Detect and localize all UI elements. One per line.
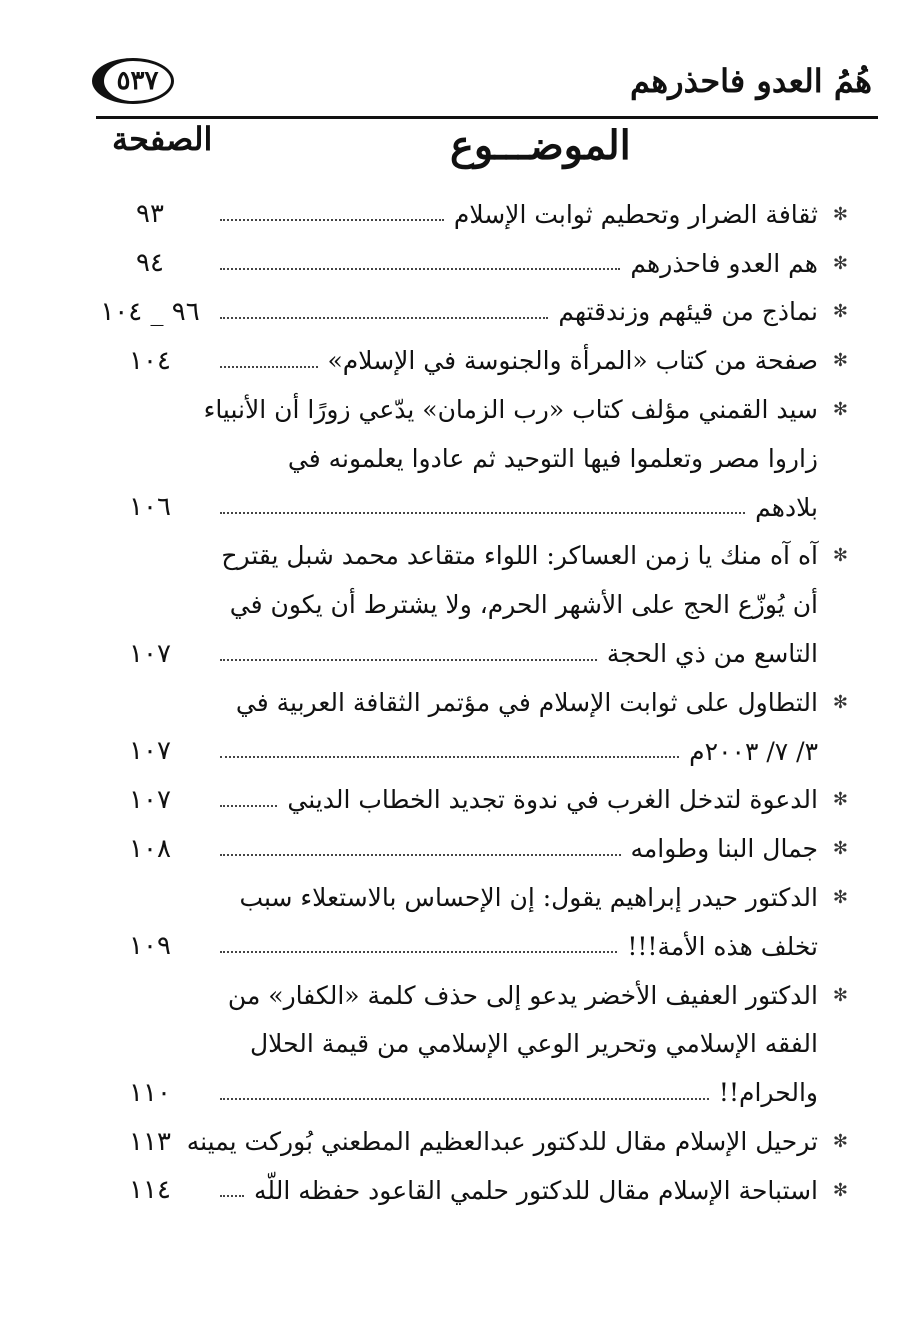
toc-entry-line [100, 971, 848, 1020]
toc-entry-line [100, 727, 832, 776]
toc-entry-line [100, 678, 848, 727]
bullet-star-icon: ✻ [832, 838, 848, 860]
page-number-badge [92, 58, 174, 104]
toc-page-number: ١٠٩ [129, 931, 171, 962]
toc-entry [100, 678, 848, 776]
toc-entry [100, 336, 848, 385]
bullet-star-icon: ✻ [832, 691, 848, 713]
page-number: ٥٣٧ [116, 66, 159, 96]
toc-entry-line [100, 824, 848, 873]
toc-entry-line [100, 336, 848, 385]
toc-entry-line [100, 1117, 848, 1166]
toc-entry-text: ثقافة الضرار وتحطيم ثوابت الإسلام [453, 199, 818, 229]
toc-entry [100, 532, 848, 678]
toc-entry-line [100, 190, 848, 239]
toc-page-number: ١١٠ [129, 1077, 171, 1108]
toc-entry-text: أن يُوزّع الحج على الأشهر الحرم، ولا يشترط أن يكون في [229, 590, 818, 620]
dot-leader [220, 659, 597, 661]
running-title: هُمُ العدو فاحذرهم [629, 62, 872, 100]
toc-entry [100, 824, 848, 873]
bullet-star-icon: ✻ [832, 399, 848, 421]
toc-entry-line [100, 385, 848, 434]
toc-entry-text: تخلف هذه الأمة!!! [627, 931, 818, 961]
bullet-star-icon: ✻ [832, 203, 848, 225]
toc-entry-line [100, 483, 832, 532]
toc-entry-text: الدكتور حيدر إبراهيم يقول: إن الإحساس بالاستعلاء سبب [239, 883, 818, 913]
toc-entry [100, 190, 848, 239]
toc-entry-text: ترحيل الإسلام مقال للدكتور عبدالعظيم المطعني بُوركت يمينه [186, 1127, 818, 1157]
dot-leader [220, 756, 679, 758]
toc-entry-line [100, 776, 848, 825]
bullet-star-icon: ✻ [832, 1179, 848, 1201]
page-header [88, 52, 880, 110]
toc-entry [100, 971, 848, 1117]
toc-entry-line [100, 873, 848, 922]
dot-leader [220, 512, 745, 514]
toc-entry-text: والحرام!! [718, 1078, 818, 1108]
toc-entry-text: التطاول على ثوابت الإسلام في مؤتمر الثقافة العربية في [235, 687, 818, 717]
toc-page-number: ١٠٧ [129, 638, 171, 669]
toc-entry [100, 1117, 848, 1166]
toc-entry-line [100, 532, 848, 581]
page-column-heading: الصفحة [112, 120, 213, 158]
toc-entry-line [100, 580, 832, 629]
dot-leader [220, 1195, 244, 1197]
dot-leader [220, 219, 444, 221]
dot-leader [220, 805, 277, 807]
toc-entry-text: ٣/ ٧/ ٢٠٠٣م [689, 736, 818, 766]
toc-entry [100, 239, 848, 288]
toc-entry-text: آه آه منك يا زمن العساكر: اللواء متقاعد محمد شبل يقترح [221, 541, 818, 571]
toc-entry-text: صفحة من كتاب «المرأة والجنوسة في الإسلام» [327, 346, 818, 376]
dot-leader [220, 951, 617, 953]
toc-entry-text: سيد القمني مؤلف كتاب «رب الزمان» يدّعي زورًا أن الأنبياء [203, 395, 818, 425]
toc-entry [100, 385, 848, 531]
toc-page-number: ٩٤ [136, 248, 164, 279]
bullet-star-icon: ✻ [832, 350, 848, 372]
toc-page-number: ١١٤ [129, 1175, 171, 1206]
toc-entry [100, 1166, 848, 1215]
toc-page-number: ٩٦ _ ١٠٤ [100, 296, 200, 327]
toc-entry-text: الدكتور العفيف الأخضر يدعو إلى حذف كلمة «الكفار» من [227, 980, 818, 1010]
toc-page-number: ١٠٧ [129, 736, 171, 767]
toc-entry-text: هم العدو فاحذرهم [630, 248, 818, 278]
bullet-star-icon: ✻ [832, 545, 848, 567]
toc-page-number: ١٠٤ [129, 345, 171, 376]
toc-entry-line [100, 1020, 832, 1069]
dot-leader [220, 854, 621, 856]
dot-leader [220, 366, 318, 368]
toc-entry-line [100, 1166, 848, 1215]
bullet-star-icon: ✻ [832, 789, 848, 811]
toc-entry-line [100, 288, 848, 337]
bullet-star-icon: ✻ [832, 984, 848, 1006]
toc-entry-line [100, 629, 832, 678]
toc-entry-text: نماذج من قيئهم وزندقتهم [558, 297, 818, 327]
toc-entry [100, 873, 848, 971]
bullet-star-icon: ✻ [832, 887, 848, 909]
toc-entry-line [100, 922, 832, 971]
topic-column-heading: الموضـــوع [450, 122, 631, 169]
toc-page-number: ١١٣ [129, 1126, 171, 1157]
dot-leader [220, 1098, 709, 1100]
bullet-star-icon: ✻ [832, 252, 848, 274]
toc-entry-text: زاروا مصر وتعلموا فيها التوحيد ثم عادوا يعلمونه في [287, 443, 818, 473]
header-rule [96, 116, 878, 119]
toc-entry-line [100, 1068, 832, 1117]
toc-entry-line [100, 434, 832, 483]
dot-leader [220, 268, 620, 270]
toc-entry [100, 288, 848, 337]
toc-entry-text: جمال البنا وطوامه [630, 834, 818, 864]
toc-page-number: ١٠٨ [129, 833, 171, 864]
toc-entry-text: الفقه الإسلامي وتحرير الوعي الإسلامي من قيمة الحلال [250, 1029, 818, 1059]
toc-entry-line [100, 239, 848, 288]
dot-leader [220, 317, 548, 319]
toc-page-number: ١٠٧ [129, 784, 171, 815]
toc-entry [100, 776, 848, 825]
toc-entry-text: بلادهم [755, 492, 818, 522]
bullet-star-icon: ✻ [832, 301, 848, 323]
toc-page-number: ٩٣ [136, 199, 164, 230]
bullet-star-icon: ✻ [832, 1131, 848, 1153]
toc-page-number: ١٠٦ [129, 492, 171, 523]
toc-entry-text: الدعوة لتدخل الغرب في ندوة تجديد الخطاب الديني [287, 785, 818, 815]
table-of-contents [100, 190, 848, 1215]
toc-entry-text: التاسع من ذي الحجة [606, 639, 818, 669]
toc-entry-text: استباحة الإسلام مقال للدكتور حلمي القاعود حفظه اللّه [254, 1175, 818, 1205]
